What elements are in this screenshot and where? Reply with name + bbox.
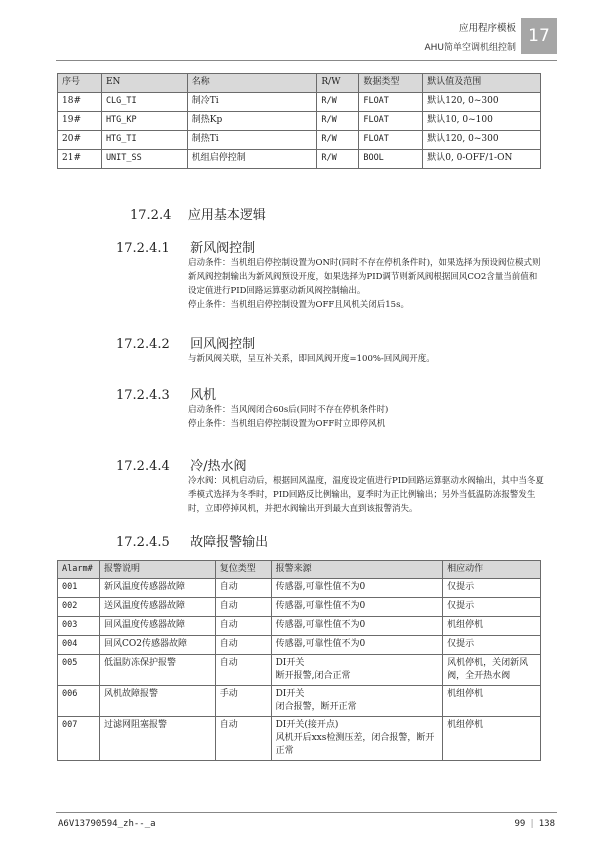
alarm-desc: 过滤网阻塞报警 bbox=[99, 717, 215, 761]
table-cell: FLOAT bbox=[359, 131, 423, 150]
alarm-desc: 回风CO2传感器故障 bbox=[99, 636, 215, 655]
alarm-source bbox=[271, 636, 443, 655]
subsection-title: 回风阀控制 bbox=[190, 337, 256, 352]
alarm-source bbox=[271, 598, 443, 617]
table-cell: BOOL bbox=[359, 150, 423, 169]
alarm-desc: 风机故障报警 bbox=[99, 686, 215, 717]
table-cell: R/W bbox=[317, 150, 359, 169]
alarm-desc: 回风温度传感器故障 bbox=[99, 617, 215, 636]
col-header: 默认值及范围 bbox=[423, 74, 541, 93]
alarm-reset: 自动 bbox=[215, 717, 271, 761]
subsection-title: 冷/热水阀 bbox=[190, 459, 247, 474]
col-header: 数据类型 bbox=[359, 74, 423, 93]
table-row bbox=[58, 686, 541, 717]
parameter-table-header bbox=[58, 74, 541, 93]
table-cell: R/W bbox=[317, 93, 359, 112]
document-id: A6V13790594_zh--_a bbox=[58, 819, 156, 829]
alarm-id: 001 bbox=[58, 579, 100, 598]
action-line: 仅提示 bbox=[447, 601, 475, 611]
alarm-id: 006 bbox=[58, 686, 100, 717]
table-cell: HTG_KP bbox=[101, 112, 187, 131]
alarm-action bbox=[443, 579, 541, 598]
source-line: 传感器,可靠性值不为0 bbox=[275, 620, 366, 630]
section-title: 应用基本逻辑 bbox=[187, 208, 266, 223]
subsection-number: 17.2.4.4 bbox=[116, 459, 170, 474]
subsection-body bbox=[188, 256, 544, 312]
footer-divider bbox=[56, 812, 557, 813]
source-line: 闭合报警，断开正常 bbox=[275, 702, 357, 712]
alarm-table-header bbox=[58, 561, 541, 579]
alarm-reset: 手动 bbox=[215, 686, 271, 717]
alarm-reset: 自动 bbox=[215, 579, 271, 598]
alarm-action bbox=[443, 636, 541, 655]
table-cell: 默认120, 0~300 bbox=[423, 131, 541, 150]
subsection-title: 新风阀控制 bbox=[190, 241, 256, 256]
table-row bbox=[58, 598, 541, 617]
col-header: R/W bbox=[317, 74, 359, 93]
paragraph: 启动条件：当风阀闭合60s后(同时不存在停机条件时) bbox=[188, 405, 389, 415]
paragraph: 停止条件：当机组启停控制设置为OFF且风机关闭后15s。 bbox=[188, 300, 409, 310]
col-header: 报警来源 bbox=[271, 561, 443, 579]
table-row bbox=[58, 717, 541, 761]
source-line: DI开关(接开点) bbox=[275, 720, 339, 730]
alarm-id: 007 bbox=[58, 717, 100, 761]
alarm-action bbox=[443, 686, 541, 717]
table-cell: 制冷Ti bbox=[187, 93, 317, 112]
action-line: 仅提示 bbox=[447, 582, 475, 592]
alarm-reset: 自动 bbox=[215, 598, 271, 617]
alarm-action bbox=[443, 655, 541, 686]
table-cell: 制热Ti bbox=[187, 131, 317, 150]
action-line: 机组停机 bbox=[447, 689, 484, 699]
col-header: 名称 bbox=[187, 74, 317, 93]
action-line: 机组停机 bbox=[447, 620, 484, 630]
header-title: 应用程序模板 bbox=[458, 23, 516, 34]
col-header: 报警说明 bbox=[99, 561, 215, 579]
alarm-reset: 自动 bbox=[215, 617, 271, 636]
alarm-source bbox=[271, 579, 443, 598]
alarm-desc: 新风温度传感器故障 bbox=[99, 579, 215, 598]
source-line: 传感器,可靠性值不为0 bbox=[275, 601, 366, 611]
current-page: 99 bbox=[514, 819, 526, 829]
table-cell: 默认10, 0~100 bbox=[423, 112, 541, 131]
page-separator: | bbox=[529, 819, 535, 829]
table-row bbox=[58, 617, 541, 636]
table-row bbox=[58, 655, 541, 686]
table-cell: 默认0, 0-OFF/1-ON bbox=[423, 150, 541, 169]
table-cell: R/W bbox=[317, 112, 359, 131]
alarm-action bbox=[443, 617, 541, 636]
alarm-source bbox=[271, 686, 443, 717]
col-header: 复位类型 bbox=[215, 561, 271, 579]
table-cell: FLOAT bbox=[359, 93, 423, 112]
header-divider bbox=[56, 60, 557, 61]
table-row bbox=[58, 636, 541, 655]
source-line: 传感器,可靠性值不为0 bbox=[275, 582, 366, 592]
source-line: DI开关 bbox=[275, 658, 305, 668]
table-cell: CLG_TI bbox=[101, 93, 187, 112]
subsection-heading bbox=[116, 531, 268, 550]
paragraph: 冷水阀：风机启动后，根据回风温度，温度设定值进行PID回路运算驱动水阀输出，其中当冬夏季模式选择为冬季时，PID回路反比例输出，夏季时为正比例输出；另外当低温防冻报警发生时，立即停掉风机，并把水阀输出开到最大直到该报警消失。 bbox=[188, 476, 544, 514]
alarm-id: 002 bbox=[58, 598, 100, 617]
table-cell: 默认120, 0~300 bbox=[423, 93, 541, 112]
source-line: 断开报警,闭合正常 bbox=[275, 671, 351, 681]
subsection-heading bbox=[116, 455, 247, 474]
subsection-heading bbox=[116, 333, 255, 352]
header-subtitle: AHU简单空调机组控制 bbox=[424, 43, 516, 53]
section-number: 17.2.4 bbox=[130, 208, 172, 223]
table-row bbox=[58, 112, 541, 131]
paragraph: 与新风阀关联，呈互补关系，即回风阀开度=100%-回风阀开度。 bbox=[188, 354, 435, 364]
table-cell: FLOAT bbox=[359, 112, 423, 131]
table-cell: 21# bbox=[58, 150, 102, 169]
col-header: 序号 bbox=[58, 74, 102, 93]
table-cell: 机组启停控制 bbox=[187, 150, 317, 169]
subsection-number: 17.2.4.2 bbox=[116, 337, 170, 352]
subsection-number: 17.2.4.5 bbox=[116, 535, 170, 550]
table-row bbox=[58, 150, 541, 169]
alarm-id: 005 bbox=[58, 655, 100, 686]
chapter-badge: 17 bbox=[521, 18, 557, 54]
source-line: DI开关 bbox=[275, 689, 305, 699]
alarm-source bbox=[271, 717, 443, 761]
parameter-table bbox=[57, 73, 541, 169]
paragraph: 停止条件：当机组启停控制设置为OFF时立即停风机 bbox=[188, 419, 386, 429]
subsection-number: 17.2.4.1 bbox=[116, 241, 170, 256]
table-cell: UNIT_SS bbox=[101, 150, 187, 169]
subsection-title: 故障报警输出 bbox=[190, 535, 269, 550]
col-header: 相应动作 bbox=[443, 561, 541, 579]
page-number bbox=[514, 819, 555, 829]
subsection-body bbox=[188, 474, 544, 516]
alarm-action bbox=[443, 717, 541, 761]
table-row bbox=[58, 93, 541, 112]
subsection-heading bbox=[116, 384, 216, 403]
alarm-source bbox=[271, 617, 443, 636]
alarm-id: 004 bbox=[58, 636, 100, 655]
source-line: 传感器,可靠性值不为0 bbox=[275, 639, 366, 649]
table-row bbox=[58, 131, 541, 150]
table-cell: 18# bbox=[58, 93, 102, 112]
alarm-desc: 低温防冻保护报警 bbox=[99, 655, 215, 686]
alarm-table bbox=[57, 560, 541, 761]
table-cell: 19# bbox=[58, 112, 102, 131]
table-cell: HTG_TI bbox=[101, 131, 187, 150]
subsection-body bbox=[188, 352, 544, 366]
subsection-heading bbox=[116, 237, 255, 256]
paragraph: 启动条件：当机组启停控制设置为ON时(同时不存在停机条件时)，如果选择为预设阀位模式则新风阀控制输出为新风阀预设开度，如果选择为PID调节则新风阀根据回风CO2含量当前值和设定值进行PID回路运算驱动新风阀控制输出。 bbox=[188, 258, 541, 296]
subsection-title: 风机 bbox=[190, 388, 217, 403]
alarm-source bbox=[271, 655, 443, 686]
table-cell: R/W bbox=[317, 131, 359, 150]
subsection-body bbox=[188, 403, 544, 431]
table-row bbox=[58, 579, 541, 598]
source-line: 风机开后xxs检测压差，闭合报警，断开正常 bbox=[275, 733, 435, 756]
alarm-reset: 自动 bbox=[215, 655, 271, 686]
action-line: 风机停机，关闭新风阀，全开热水阀 bbox=[447, 658, 529, 681]
table-cell: 制热Kp bbox=[187, 112, 317, 131]
total-pages: 138 bbox=[538, 819, 555, 829]
table-cell: 20# bbox=[58, 131, 102, 150]
alarm-reset: 自动 bbox=[215, 636, 271, 655]
alarm-action bbox=[443, 598, 541, 617]
col-header: Alarm# bbox=[58, 561, 100, 579]
alarm-desc: 送风温度传感器故障 bbox=[99, 598, 215, 617]
alarm-id: 003 bbox=[58, 617, 100, 636]
subsection-number: 17.2.4.3 bbox=[116, 388, 170, 403]
section-heading bbox=[130, 204, 266, 223]
action-line: 机组停机 bbox=[447, 720, 484, 730]
action-line: 仅提示 bbox=[447, 639, 475, 649]
col-header: EN bbox=[101, 74, 187, 93]
